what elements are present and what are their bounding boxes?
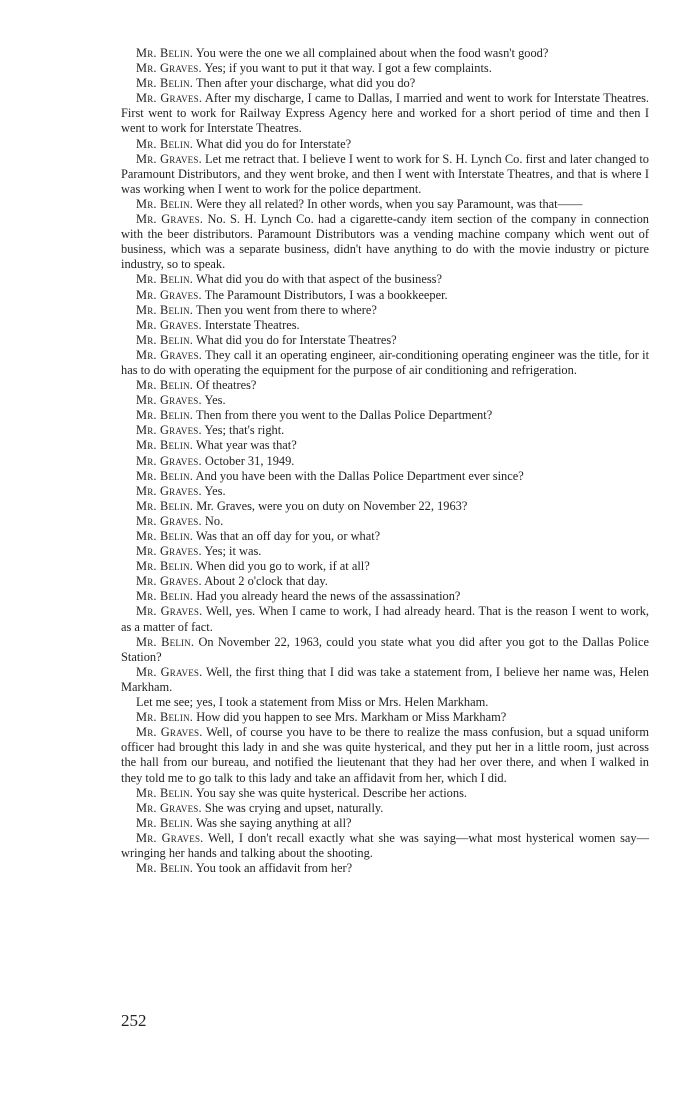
speaker-name: Mr. Graves. bbox=[136, 61, 202, 76]
speaker-name: Mr. Belin. bbox=[136, 272, 194, 287]
testimony-text: What did you do for Interstate Theatres? bbox=[195, 332, 397, 347]
testimony-text: Then you went from there to where? bbox=[195, 302, 377, 317]
speaker-name: Mr. Graves. bbox=[136, 664, 203, 679]
testimony-text: Then after your discharge, what did you do? bbox=[195, 76, 416, 91]
testimony-paragraph bbox=[121, 288, 649, 303]
testimony-paragraph bbox=[121, 725, 649, 785]
testimony-text: Well, the first thing that I did was take a statement from, I believe her name was, Helen Markham. bbox=[121, 664, 650, 694]
speaker-name: Mr. Graves. bbox=[136, 544, 202, 559]
testimony-paragraph bbox=[121, 484, 649, 499]
testimony-text: Let me retract that. I believe I went to work for S. H. Lynch Co. first and later changed to Paramount Distributors, and they went broke, and then I went with Interstate Theatres, and that is where I was working when I went to work for the police department. bbox=[121, 151, 649, 196]
speaker-name: Mr. Graves. bbox=[136, 393, 202, 408]
testimony-text: No. bbox=[204, 513, 224, 528]
speaker-name: Mr. Belin. bbox=[136, 634, 195, 649]
testimony-paragraph bbox=[121, 529, 649, 544]
testimony-text: Was that an off day for you, or what? bbox=[195, 529, 381, 543]
testimony-paragraph bbox=[121, 665, 649, 695]
speaker-name: Mr. Graves. bbox=[136, 574, 202, 589]
testimony-paragraph bbox=[121, 499, 649, 514]
speaker-name: Mr. Graves. bbox=[136, 423, 202, 438]
testimony-text: You were the one we all complained about when the food wasn't good? bbox=[195, 46, 549, 60]
testimony-text: And you have been with the Dallas Police Department ever since? bbox=[195, 468, 524, 483]
speaker-name: Mr. Belin. bbox=[136, 710, 194, 725]
speaker-name: Mr. Belin. bbox=[136, 498, 194, 513]
speaker-name: Mr. Belin. bbox=[136, 815, 194, 830]
testimony-paragraph bbox=[121, 514, 649, 529]
speaker-name: Mr. Belin. bbox=[136, 785, 194, 800]
testimony-text: Mr. Graves, were you on duty on November 22, 1963? bbox=[196, 498, 468, 513]
testimony-paragraph bbox=[121, 454, 649, 469]
testimony-paragraph bbox=[121, 76, 649, 91]
testimony-text: Was she saying anything at all? bbox=[195, 815, 352, 830]
speaker-name: Mr. Belin. bbox=[136, 861, 194, 876]
testimony-paragraph bbox=[121, 423, 649, 438]
testimony-text: October 31, 1949. bbox=[204, 453, 295, 468]
testimony-paragraph bbox=[121, 197, 649, 212]
testimony-text: When did you go to work, if at all? bbox=[195, 559, 370, 574]
testimony-text: Of theatres? bbox=[196, 378, 257, 393]
speaker-name: Mr. Belin. bbox=[136, 408, 194, 423]
speaker-name: Mr. Graves. bbox=[136, 212, 204, 227]
speaker-name: Mr. Belin. bbox=[136, 559, 194, 574]
testimony-text: Were they all related? In other words, when you say Paramount, was that—— bbox=[195, 196, 583, 211]
testimony-paragraph bbox=[121, 333, 649, 348]
testimony-text: They call it an operating engineer, air-conditioning operating engineer was the title, for it has to do with operating the equipment for the purpose of air conditioning and refrigeration. bbox=[121, 347, 650, 377]
speaker-name: Mr. Graves. bbox=[136, 800, 202, 815]
testimony-text: Yes; that's right. bbox=[204, 423, 285, 438]
speaker-name: Mr. Graves. bbox=[136, 513, 202, 528]
testimony-text: What did you do for Interstate? bbox=[195, 136, 352, 151]
testimony-text: Yes; it was. bbox=[204, 544, 262, 559]
testimony-body bbox=[121, 46, 649, 876]
testimony-text: Yes. bbox=[204, 393, 226, 408]
speaker-name: Mr. Belin. bbox=[136, 378, 194, 393]
testimony-text: You took an affidavit from her? bbox=[195, 861, 353, 876]
testimony-paragraph bbox=[121, 816, 649, 831]
testimony-text: Then from there you went to the Dallas Police Department? bbox=[195, 408, 493, 423]
testimony-text: No. S. H. Lynch Co. had a cigarette-candy item section of the company in connection with the beer distributors. Paramount Distributors was a vending machine company which went out of business, which was a separate business, didn't have anything to do with the movie industry or picture industry, so to speak. bbox=[121, 212, 649, 272]
testimony-paragraph bbox=[121, 303, 649, 318]
speaker-name: Mr. Belin. bbox=[136, 196, 194, 211]
speaker-name: Mr. Graves. bbox=[136, 604, 203, 619]
testimony-paragraph bbox=[121, 861, 649, 876]
testimony-text: Yes. bbox=[204, 483, 226, 498]
testimony-paragraph bbox=[121, 212, 649, 272]
testimony-text: Yes; if you want to put it that way. I got a few complaints. bbox=[204, 61, 492, 76]
speaker-name: Mr. Belin. bbox=[136, 529, 194, 543]
testimony-paragraph bbox=[121, 137, 649, 152]
testimony-text: Let me see; yes, I took a statement from Miss or Mrs. Helen Markham. bbox=[136, 695, 489, 710]
testimony-paragraph bbox=[121, 589, 649, 604]
testimony-text: Interstate Theatres. bbox=[204, 317, 300, 332]
testimony-text: Had you already heard the news of the assassination? bbox=[196, 589, 461, 604]
testimony-text: On November 22, 1963, could you state what you did after you got to the Dallas Police Station? bbox=[121, 634, 649, 664]
testimony-paragraph bbox=[121, 469, 649, 484]
testimony-paragraph bbox=[121, 393, 649, 408]
speaker-name: Mr. Graves. bbox=[136, 347, 203, 362]
speaker-name: Mr. Graves. bbox=[136, 151, 202, 166]
testimony-paragraph bbox=[121, 378, 649, 393]
speaker-name: Mr. Belin. bbox=[136, 46, 194, 60]
testimony-text: What year was that? bbox=[195, 438, 297, 453]
testimony-paragraph bbox=[121, 61, 649, 76]
testimony-paragraph bbox=[121, 152, 649, 197]
testimony-text: Well, of course you have to be there to realize the mass confusion, but a squad uniform officer had brought this lady in and she was quite hysterical, and they put her in a little room, just across the hall from our bureau, and notified the lieutenant that they had her over there, and when I walked in they told me to go talk to this lady and take an affidavit from her, which I did. bbox=[121, 725, 650, 785]
speaker-name: Mr. Belin. bbox=[136, 302, 194, 317]
speaker-name: Mr. Graves. bbox=[136, 91, 203, 106]
testimony-paragraph bbox=[121, 408, 649, 423]
speaker-name: Mr. Belin. bbox=[136, 136, 194, 151]
testimony-paragraph bbox=[121, 46, 649, 61]
testimony-text: Well, yes. When I came to work, I had already heard. That is the reason I went to work, as a matter of fact. bbox=[121, 604, 649, 634]
page-number: 252 bbox=[121, 1011, 147, 1030]
testimony-paragraph bbox=[121, 544, 649, 559]
testimony-text: She was crying and upset, naturally. bbox=[204, 800, 384, 815]
testimony-paragraph bbox=[121, 710, 649, 725]
testimony-paragraph bbox=[121, 635, 649, 665]
speaker-name: Mr. Belin. bbox=[136, 76, 194, 91]
speaker-name: Mr. Belin. bbox=[136, 438, 194, 453]
testimony-text: About 2 o'clock that day. bbox=[204, 574, 328, 589]
testimony-paragraph bbox=[121, 438, 649, 453]
testimony-paragraph bbox=[121, 786, 649, 801]
testimony-paragraph bbox=[121, 831, 649, 861]
testimony-text: The Paramount Distributors, I was a bookkeeper. bbox=[204, 287, 448, 302]
speaker-name: Mr. Belin. bbox=[136, 332, 194, 347]
testimony-paragraph bbox=[121, 272, 649, 287]
speaker-name: Mr. Belin. bbox=[136, 468, 194, 483]
testimony-paragraph bbox=[121, 318, 649, 333]
testimony-text: How did you happen to see Mrs. Markham or Miss Markham? bbox=[196, 710, 507, 725]
speaker-name: Mr. Graves. bbox=[136, 453, 202, 468]
speaker-name: Mr. Graves. bbox=[136, 317, 202, 332]
testimony-paragraph bbox=[121, 348, 649, 378]
testimony-paragraph bbox=[121, 91, 649, 136]
speaker-name: Mr. Graves. bbox=[136, 725, 203, 740]
speaker-name: Mr. Graves. bbox=[136, 287, 202, 302]
speaker-name: Mr. Belin. bbox=[136, 589, 194, 604]
testimony-text: You say she was quite hysterical. Describe her actions. bbox=[195, 785, 467, 800]
testimony-text: Well, I don't recall exactly what she was saying—what most hysterical women say—wringing her hands and talking about the shooting. bbox=[121, 830, 650, 860]
testimony-paragraph bbox=[121, 559, 649, 574]
testimony-paragraph bbox=[121, 695, 649, 710]
testimony-text: After my discharge, I came to Dallas, I married and went to work for Interstate Theatres. First went to work for Railway Express Agency here and worked for a short period of time and then I went to work for Interstate Theatres. bbox=[121, 91, 650, 136]
testimony-paragraph bbox=[121, 801, 649, 816]
speaker-name: Mr. Graves. bbox=[136, 830, 204, 845]
speaker-name: Mr. Graves. bbox=[136, 483, 202, 498]
testimony-paragraph bbox=[121, 604, 649, 634]
testimony-text: What did you do with that aspect of the business? bbox=[195, 272, 442, 287]
testimony-paragraph bbox=[121, 574, 649, 589]
